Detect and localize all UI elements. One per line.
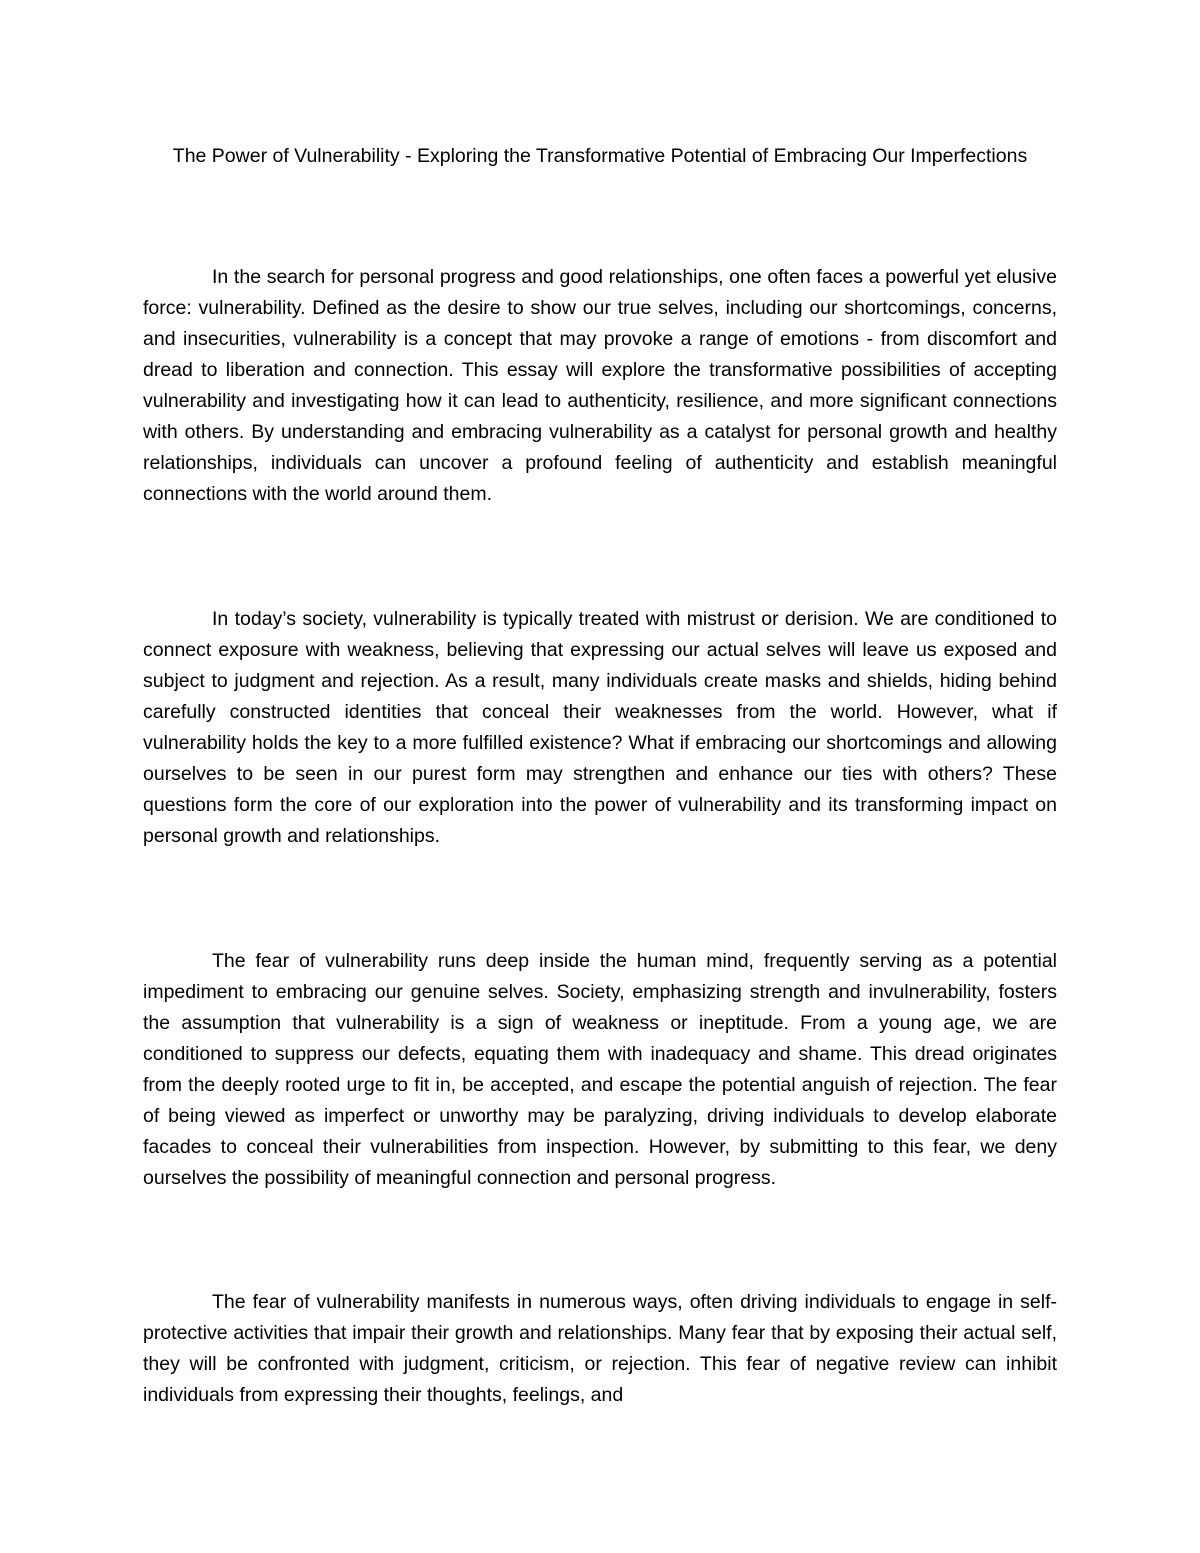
paragraph: The fear of vulnerability runs deep inside the human mind, frequently serving as a potential impediment to embracing our genuine selves. Society, emphasizing strength and invulnerability, fosters the assumption that vulnerability is a sign of weakness or ineptitude. From a young age, we are conditioned to suppress our defects, equating them with inadequacy and shame. This dread originates from the deeply rooted urge to fit in, be accepted, and escape the potential anguish of rejection. The fear of being viewed as imperfect or unworthy may be paralyzing, driving individuals to develop elaborate facades to conceal their vulnerabilities from inspection. However, by submitting to this fear, we deny ourselves the possibility of meaningful connection and personal progress. [143, 950, 1057, 1189]
paragraph: The fear of vulnerability manifests in numerous ways, often driving individuals to engage in self-protective activities that impair their growth and relationships. Many fear that by exposing their actual self, they will be confronted with judgment, criticism, or rejection. This fear of negative review can inhibit individuals from expressing their thoughts, feelings, and [143, 1291, 1057, 1406]
paragraph: In today’s society, vulnerability is typically treated with mistrust or derision. We are conditioned to connect exposure with weakness, believing that expressing our actual selves will leave us exposed and subject to judgment and rejection. As a result, many individuals create masks and shields, hiding behind carefully constructed identities that conceal their weaknesses from the world. However, what if vulnerability holds the key to a more fulfilled existence? What if embracing our shortcomings and allowing ourselves to be seen in our purest form may strengthen and enhance our ties with others? These questions form the core of our exploration into the power of vulnerability and its transforming impact on personal growth and relationships. [143, 608, 1057, 847]
document-title: The Power of Vulnerability - Exploring the Transformative Potential of Embracing Our Imperfections [172, 145, 1028, 167]
paragraph: In the search for personal progress and good relationships, one often faces a powerful yet elusive force: vulnerability. Defined as the desire to show our true selves, including our shortcomings, concerns, and insecurities, vulnerability is a concept that may provoke a range of emotions - from discomfort and dread to liberation and connection. This essay will explore the transformative possibilities of accepting vulnerability and investigating how it can lead to authenticity, resilience, and more significant connections with others. By understanding and embracing vulnerability as a catalyst for personal growth and healthy relationships, individuals can uncover a profound feeling of authenticity and establish meaningful connections with the world around them. [143, 266, 1057, 505]
